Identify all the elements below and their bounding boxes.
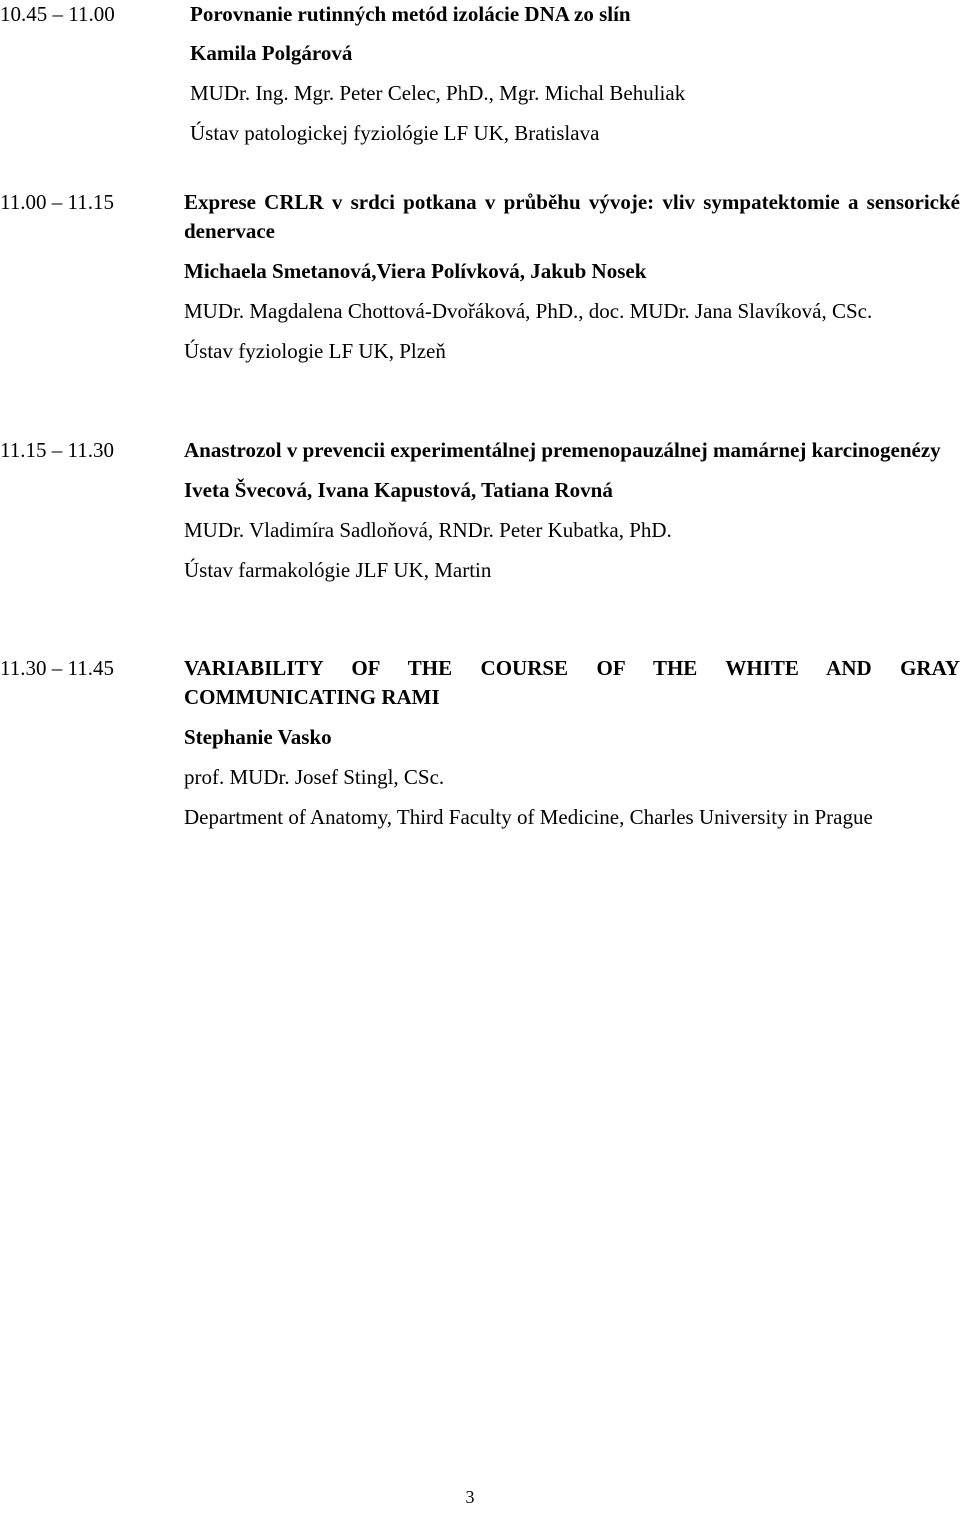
entry-content — [184, 0, 960, 148]
time-slot: 10.45 – 11.00 — [0, 2, 115, 26]
presentation-title: Porovnanie rutinných metód izolácie DNA zo slín — [190, 2, 631, 26]
entry-content — [184, 436, 960, 585]
time-slot: 11.15 – 11.30 — [0, 438, 114, 462]
presentation-institution: Ústav patologickej fyziológie LF UK, Bratislava — [190, 121, 600, 145]
entry-content — [184, 654, 960, 832]
presentation-advisors: prof. MUDr. Josef Stingl, CSc. — [184, 765, 445, 789]
presentation-authors: Iveta Švecová, Ivana Kapustová, Tatiana Rovná — [184, 478, 613, 502]
page-number: 3 — [465, 1487, 475, 1507]
presentation-title: VARIABILITY OF THE COURSE OF THE WHITE AND GRAY COMMUNICATING RAMI — [184, 656, 960, 709]
presentation-title: Exprese CRLR v srdci potkana v průběhu vývoje: vliv sympatektomie a sensorické denervace — [184, 190, 960, 243]
presentation-institution: Department of Anatomy, Third Faculty of Medicine, Charles University in Prague — [184, 805, 873, 829]
presentation-title: Anastrozol v prevencii experimentálnej premenopauzálnej mamárnej karcinogenézy — [184, 438, 941, 462]
presentation-institution: Ústav fyziologie LF UK, Plzeň — [184, 339, 446, 363]
presentation-institution: Ústav farmakológie JLF UK, Martin — [184, 558, 492, 582]
presentation-authors: Stephanie Vasko — [184, 725, 332, 749]
presentation-advisors: MUDr. Magdalena Chottová-Dvořáková, PhD., doc. MUDr. Jana Slavíková, CSc. — [184, 299, 873, 323]
time-slot: 11.30 – 11.45 — [0, 656, 114, 680]
entry-content — [184, 188, 960, 366]
time-slot: 11.00 – 11.15 — [0, 190, 114, 214]
presentation-authors: Kamila Polgárová — [190, 41, 353, 65]
presentation-advisors: MUDr. Ing. Mgr. Peter Celec, PhD., Mgr. Michal Behuliak — [190, 81, 686, 105]
presentation-advisors: MUDr. Vladimíra Sadloňová, RNDr. Peter Kubatka, PhD. — [184, 518, 672, 542]
presentation-authors: Michaela Smetanová,Viera Polívková, Jakub Nosek — [184, 259, 647, 283]
